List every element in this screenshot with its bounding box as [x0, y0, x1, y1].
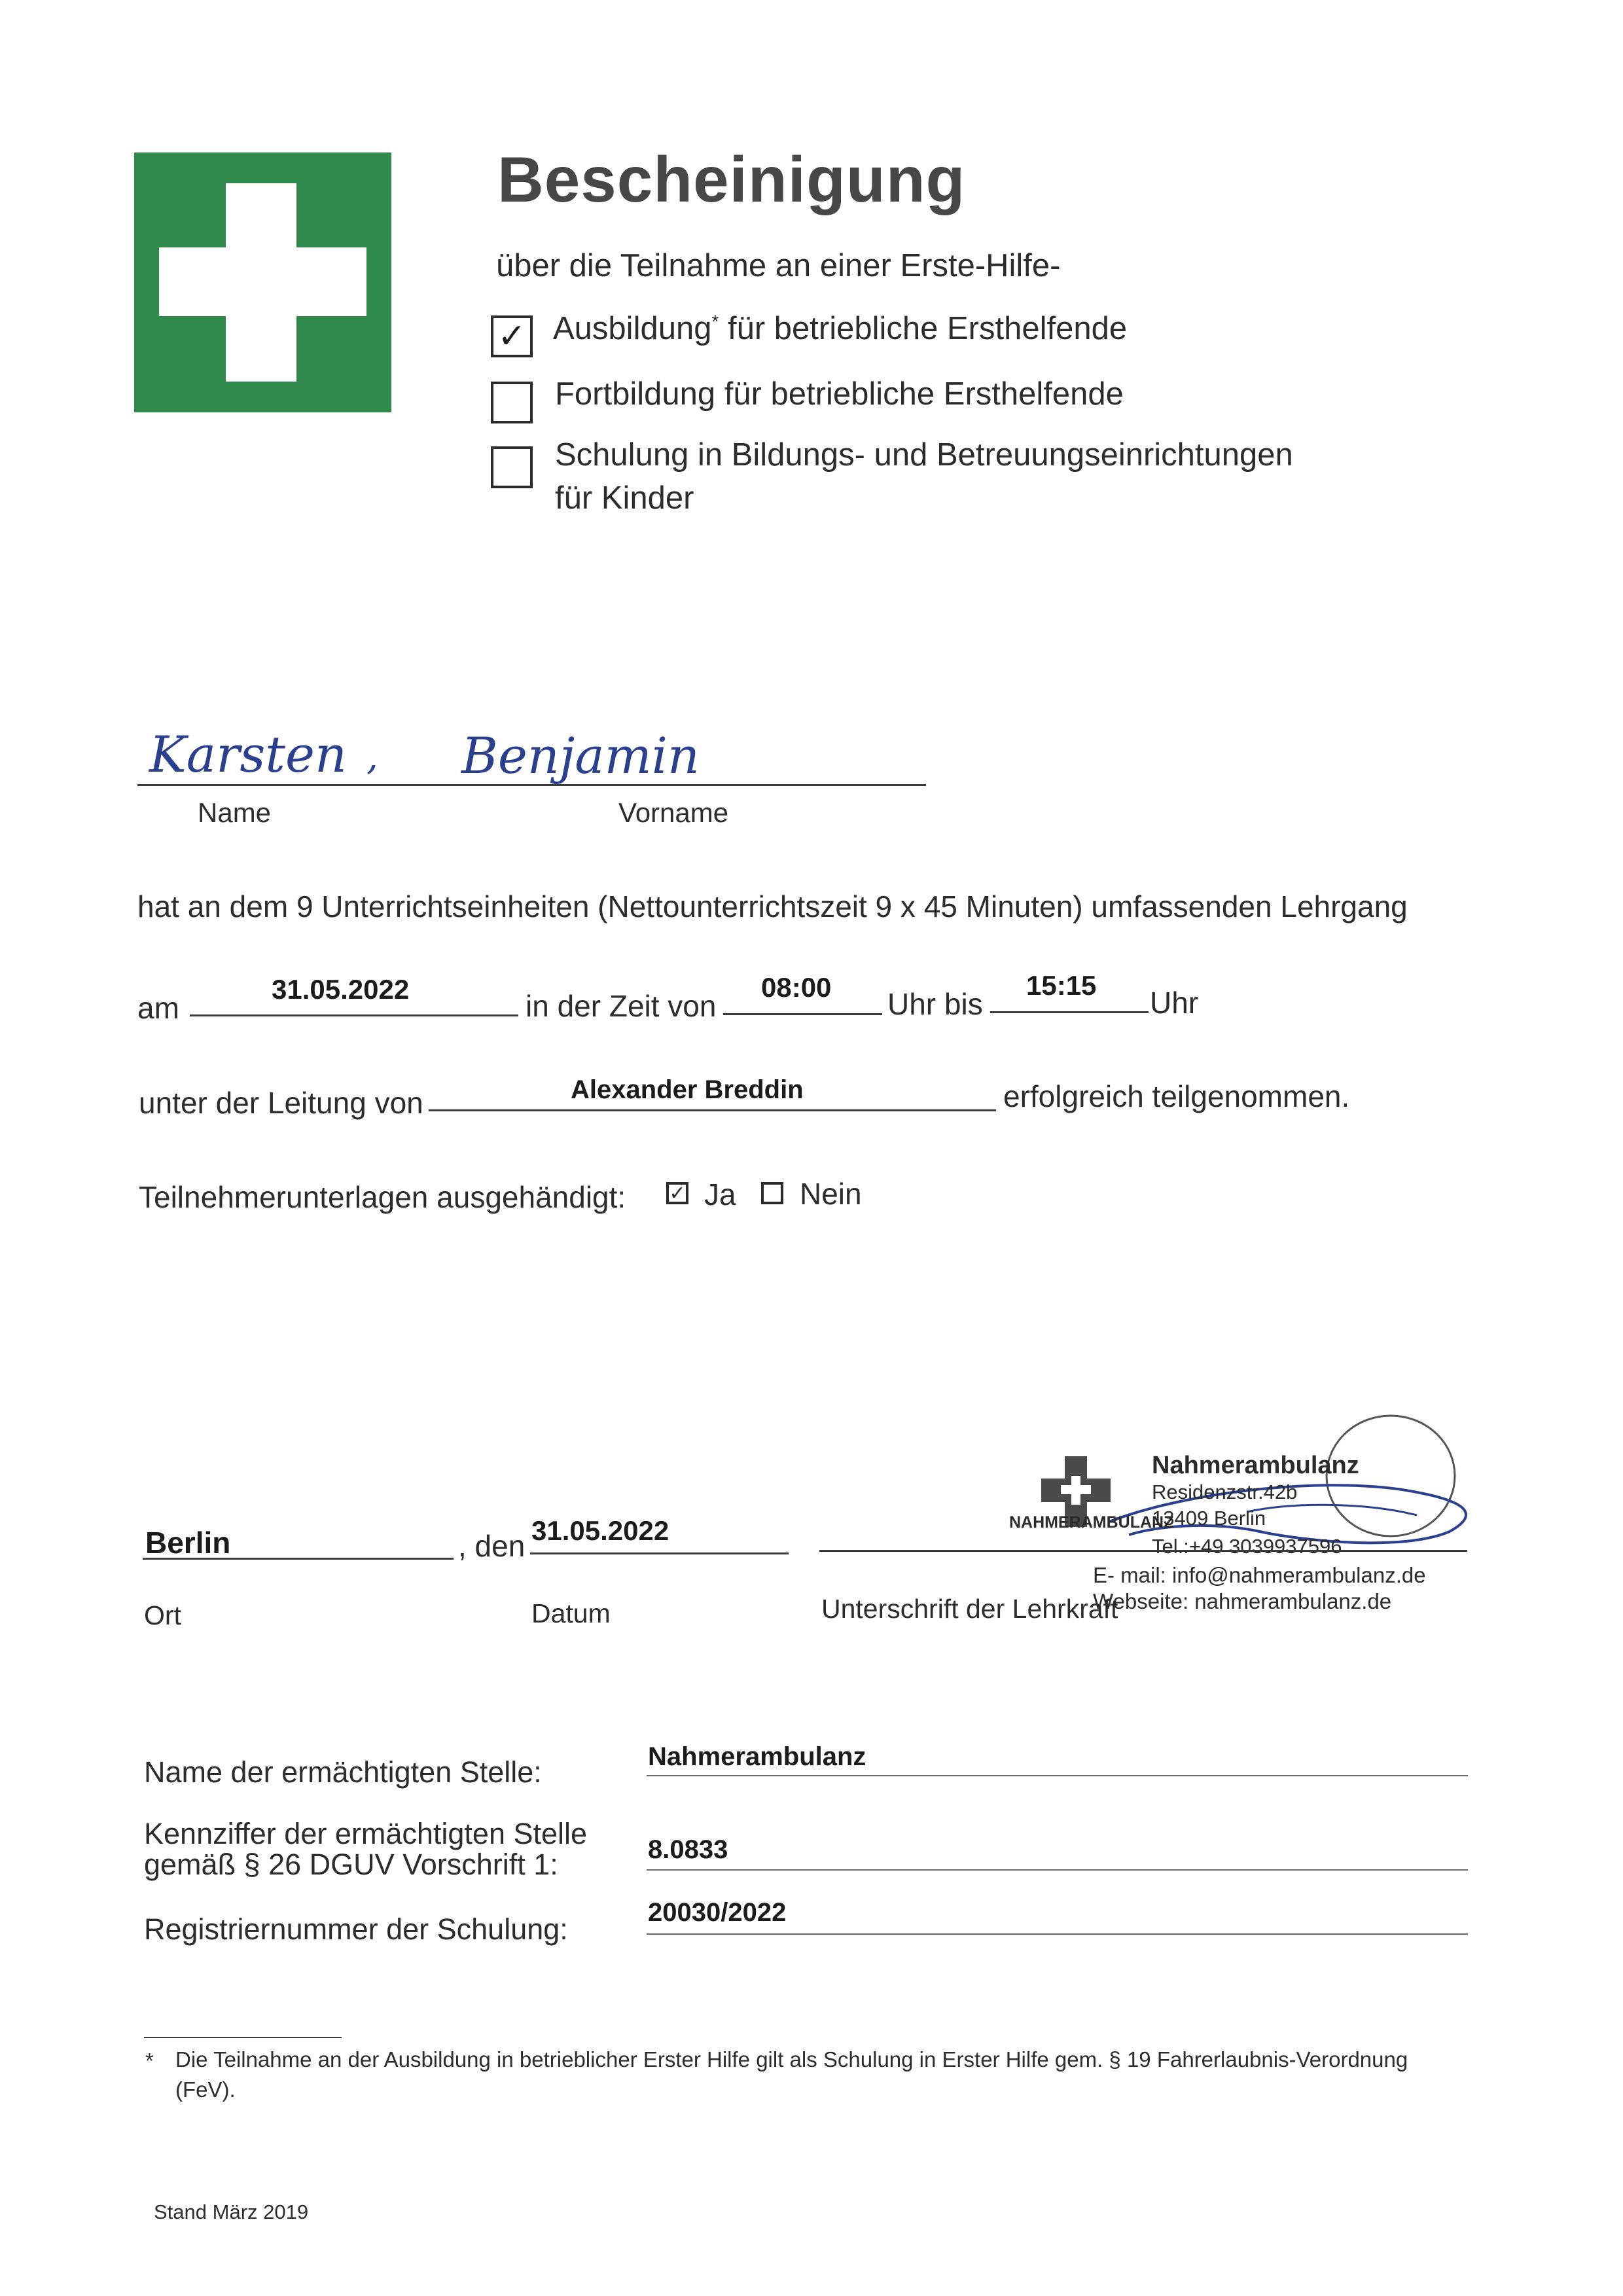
- footnote-text-2: (FeV).: [175, 2077, 236, 2102]
- stamp-street: Residenzstr.42b: [1152, 1480, 1298, 1503]
- stamp-logo-text: NAHMERAMBULANZ: [1009, 1513, 1174, 1532]
- signature-line: [819, 1550, 1467, 1552]
- course-date: 31.05.2022: [272, 974, 410, 1005]
- stamp-phone: Tel.:+49 3039937596: [1152, 1535, 1342, 1558]
- footnote-rule: [144, 2037, 342, 2038]
- nein-label: Nein: [800, 1177, 862, 1211]
- name-separator: ,: [366, 736, 378, 778]
- ja-label: Ja: [704, 1177, 736, 1211]
- option-ausbildung-label: Ausbildung: [553, 311, 712, 346]
- leader-label: unter der Leitung von: [139, 1086, 423, 1120]
- signature-label: Unterschrift der Lehrkraft: [821, 1594, 1118, 1624]
- am-label: am: [137, 991, 179, 1025]
- option-ausbildung: [553, 310, 1127, 347]
- footnote-mark: *: [145, 2049, 154, 2073]
- datum-label: Datum: [531, 1598, 611, 1628]
- time-to-line: [990, 1011, 1149, 1013]
- authority-code-line: [647, 1869, 1468, 1871]
- option-schulung-line2: für Kinder: [555, 480, 694, 516]
- time-from: 08:00: [761, 972, 832, 1003]
- checkbox-fortbildung[interactable]: [491, 382, 533, 423]
- date-line: [190, 1014, 518, 1016]
- time-to: 15:15: [1026, 970, 1097, 1001]
- registration-label: Registriernummer der Schulung:: [144, 1912, 568, 1946]
- checkbox-schulung[interactable]: [491, 446, 533, 488]
- footnote-marker: *: [711, 311, 719, 332]
- leader-line: [429, 1109, 996, 1111]
- footnote-text: Die Teilnahme an der Ausbildung in betrieblicher Erster Hilfe gilt als Schulung in Erster Hilfe gem. § 19 Fahrerlaubnis-Verordnung: [175, 2047, 1408, 2072]
- firstname-handwriting: Benjamin: [461, 726, 700, 785]
- authority-name-line: [647, 1775, 1468, 1776]
- leader-name: Alexander Breddin: [571, 1075, 804, 1104]
- ort-label: Ort: [144, 1600, 181, 1630]
- option-ausbildung-rest: für betriebliche Ersthelfende: [719, 311, 1128, 346]
- checkbox-ja[interactable]: [666, 1182, 688, 1204]
- place-line: [143, 1558, 454, 1560]
- check-icon: ✓: [497, 317, 526, 356]
- intro-text: über die Teilnahme an einer Erste-Hilfe-: [496, 248, 1061, 283]
- version-label: Stand März 2019: [154, 2200, 309, 2223]
- stamp-city: 13409 Berlin: [1152, 1507, 1266, 1530]
- stamp-name: Nahmerambulanz: [1152, 1452, 1359, 1479]
- authority-code-label-1: Kennziffer der ermächtigten Stelle: [144, 1817, 588, 1850]
- registration-value: 20030/2022: [648, 1898, 787, 1927]
- checkbox-nein[interactable]: [761, 1182, 783, 1204]
- time-from-line: [723, 1013, 882, 1015]
- den-label: , den: [458, 1529, 526, 1563]
- registration-line: [647, 1933, 1468, 1935]
- stamp-website: Webseite: nahmerambulanz.de: [1093, 1589, 1392, 1613]
- option-schulung: Schulung in Bildungs- und Betreuungseinrichtungen: [555, 437, 1293, 473]
- name-line: [137, 784, 926, 786]
- place-city: Berlin: [145, 1526, 231, 1560]
- option-fortbildung: Fortbildung für betriebliche Ersthelfende: [555, 376, 1124, 412]
- checkbox-ausbildung[interactable]: [491, 315, 533, 357]
- course-text: hat an dem 9 Unterrichtseinheiten (Nettounterrichtszeit 9 x 45 Minuten) umfassenden Lehrgang: [137, 889, 1408, 924]
- authority-name-value: Nahmerambulanz: [648, 1742, 866, 1771]
- leader-suffix: erfolgreich teilgenommen.: [1003, 1079, 1350, 1113]
- authority-code-value: 8.0833: [648, 1835, 728, 1864]
- firstname-label: Vorname: [618, 797, 729, 828]
- place-date-line: [530, 1552, 789, 1554]
- document-title: Bescheinigung: [497, 143, 966, 215]
- authority-code-label-2: gemäß § 26 DGUV Vorschrift 1:: [144, 1848, 558, 1881]
- first-aid-logo: [134, 152, 391, 412]
- time-label: in der Zeit von: [526, 989, 717, 1023]
- place-date: 31.05.2022: [531, 1515, 669, 1546]
- name-label: Name: [198, 797, 272, 828]
- uhr-label: Uhr: [1150, 986, 1199, 1020]
- surname-handwriting: Karsten: [149, 725, 347, 783]
- until-label: Uhr bis: [887, 987, 983, 1021]
- authority-name-label: Name der ermächtigten Stelle:: [144, 1755, 542, 1789]
- materials-label: Teilnehmerunterlagen ausgehändigt:: [139, 1180, 626, 1214]
- cross-horizontal-bar: [159, 247, 366, 316]
- signature-stroke-2: [1247, 1505, 1417, 1515]
- check-icon: ✓: [669, 1182, 686, 1205]
- stamp-email: E- mail: info@nahmerambulanz.de: [1093, 1563, 1426, 1587]
